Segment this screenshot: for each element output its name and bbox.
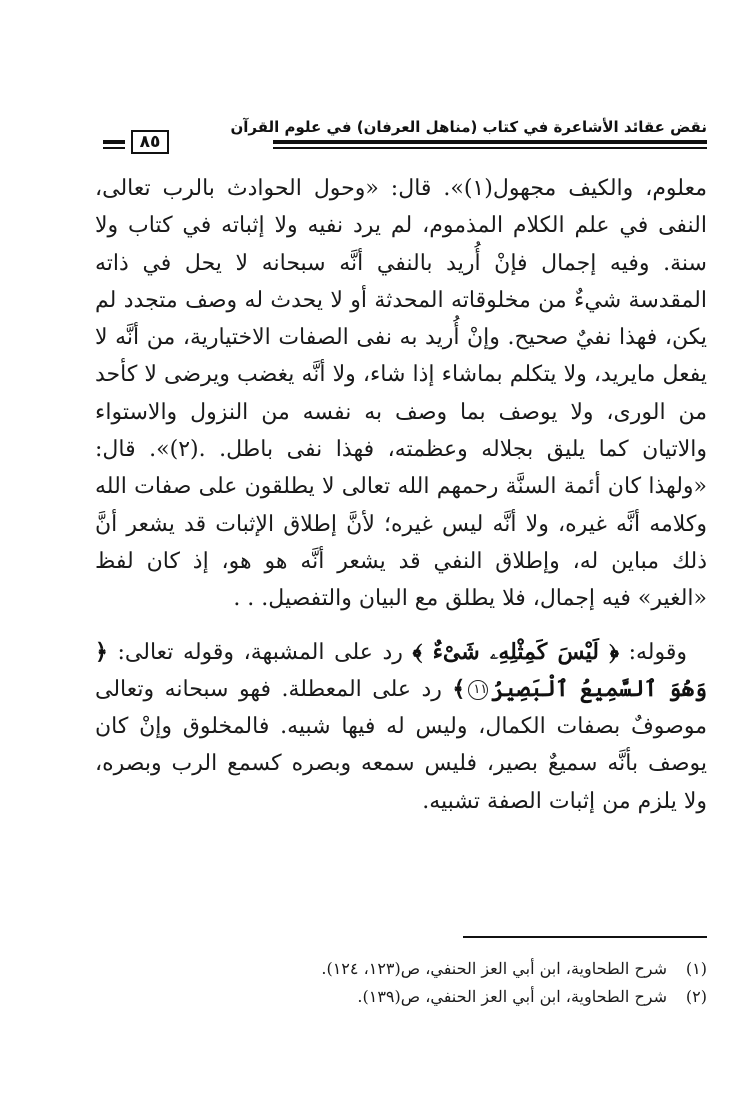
page-number: ٨٥: [131, 130, 169, 154]
paragraph-2-mid: رد على المشبهة، وقوله تعالى:: [107, 639, 413, 665]
footnote-number: (١): [685, 959, 707, 978]
quran-quote-2-close: ﴾: [452, 675, 466, 702]
header-rule-thin: [273, 147, 707, 149]
quran-quote-1: ﴿ لَيْسَ كَمِثْلِهِۦ شَىْءٌ ﴾: [412, 638, 619, 665]
quran-quote-2: ﴿ وَهُوَ ٱلسَّمِيعُ ٱلْبَصِيرُ: [95, 638, 707, 702]
footnote-separator: [463, 936, 707, 938]
footnote-text: شرح الطحاوية، ابن أبي العز الحنفي، ص(١٣٩).: [357, 987, 667, 1006]
book-title: نقض عقائد الأشاعرة في كتاب (مناهل العرفان) في علوم القرآن: [230, 118, 707, 136]
header-rule-left-thick: [103, 140, 125, 144]
footnote-text: شرح الطحاوية، ابن أبي العز الحنفي، ص(١٢٣، ١٢٤).: [321, 959, 667, 978]
paragraph-2-intro: وقوله:: [618, 639, 687, 665]
paragraph-2: [95, 634, 707, 820]
footnotes: [260, 955, 707, 1011]
footnote-1: [260, 955, 707, 983]
footnote-2: [260, 983, 707, 1011]
body-text: [95, 170, 707, 820]
running-header: [95, 118, 707, 158]
paragraph-2-rest: رد على المعطلة. فهو سبحانه وتعالى موصوفٌ بصفات الكمال، وليس له فيها شبيه. فالمخلوق وإنْ كان يوصف بأنَّه سميعٌ بصير، فليس سمعه وبصره كسمع الرب وبصره، ولا يلزم من إثبات الصفة تشبيه.: [95, 676, 707, 814]
ayah-number-mark: ١١: [468, 680, 488, 700]
footnote-number: (٢): [685, 987, 707, 1006]
paragraph-1: معلوم، والكيف مجهول(١)». قال: «وحول الحوادث بالرب تعالى، النفى في علم الكلام المذموم، لم يرد نفيه ولا إثباته في كتاب ولا سنة. وفيه إجمال فإنْ أُريد بالنفي أنَّه سبحانه لا يحل في ذاته المقدسة شيءٌ من مخلوقاته المحدثة أو لا يحدث له وصف متجدد لم يكن، فهذا نفيٌ صحيح. وإنْ أُريد به نفى الصفات الاختيارية، من أنَّه لا يفعل مايريد، ولا يتكلم بماشاء إذا شاء، ولا أنَّه يغضب ويرضى لا كأحد من الورى، ولا يوصف بما وصف به نفسه من النزول والاستواء والاتيان كما يليق بجلاله وعظمته، فهذا نفى باطل. .(٢)». قال: «ولهذا كان أئمة السنَّة رحمهم الله تعالى لا يطلقون على صفات الله وكلامه أنَّه غيره، ولا أنَّه ليس غيره؛ لأنَّ إطلاق الإثبات قد يشعر أنَّ ذلك مباين له، وإطلاق النفي قد يشعر أنَّه هو هو، إذ كان لفظ «الغير» فيه إجمال، فلا يطلق مع البيان والتفصيل. . .: [95, 176, 707, 612]
header-rule-thick: [273, 140, 707, 144]
header-rule-left-thin: [103, 147, 125, 149]
